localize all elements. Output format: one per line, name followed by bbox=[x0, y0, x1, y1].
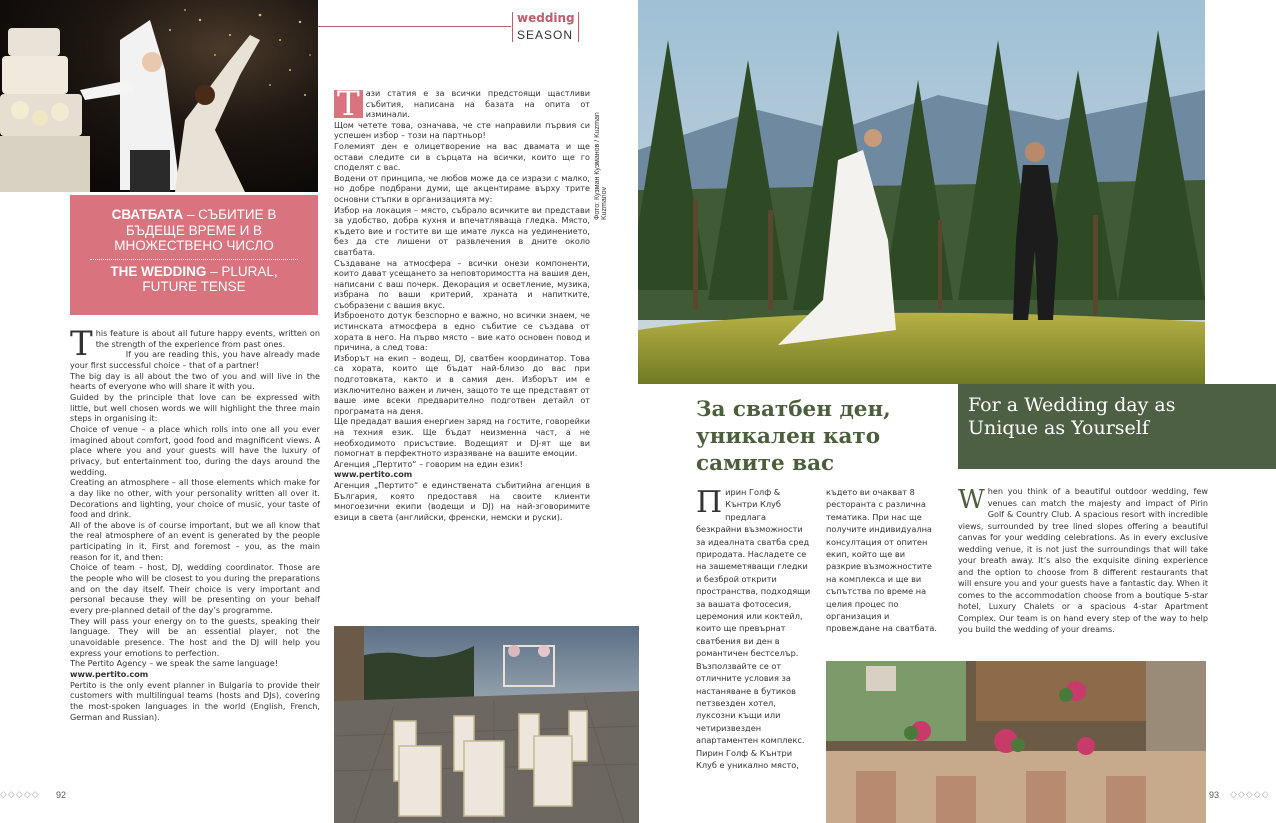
ceremony-chairs-photo bbox=[334, 626, 639, 823]
english-article-right bbox=[958, 486, 1208, 636]
bg-left-p4: Водени от принципа, че любов може да се изрази с малко, но добре подбрани думи, ще акцентираме върху трите основни стъпки в организацията му: bbox=[334, 172, 590, 204]
bulgarian-article-right-col1 bbox=[696, 486, 814, 771]
ornament-right-icon: ◇◇◇◇◇ bbox=[1230, 790, 1270, 800]
bulgarian-article-left bbox=[334, 84, 590, 522]
en-left-p1: his feature is about all future happy events, written on the strength of the experience from past ones. bbox=[95, 328, 320, 349]
en-left-p10: The Pertito Agency – we speak the same language! bbox=[70, 658, 278, 669]
bg-left-p10: Агенция „Пертито“ – говорим на един език! bbox=[334, 458, 523, 469]
en-left-p6: Creating an atmosphere – all those elements which make for a day like no other, with your personality written all over it. Decorations and lighting, your choice of music, your taste of food and drink. bbox=[70, 477, 320, 520]
bg-left-p6: Създаване на атмосфера – всички онези компоненти, които дават усещането за неповторимостта на вашия ден, написани с ваш почерк. Декорация и осветление, музика, избрана по ваши критерий, храната и напитките, съобразени с вашия вкус. bbox=[334, 257, 590, 310]
dropcap-bg-left: Т bbox=[334, 90, 363, 118]
header-divider bbox=[512, 12, 513, 42]
right-title-box bbox=[958, 384, 1276, 469]
page-number-right: 93 bbox=[1209, 790, 1220, 800]
header-divider-right bbox=[578, 12, 579, 42]
couple-night-photo bbox=[0, 0, 318, 192]
header-wedding: wedding bbox=[517, 11, 575, 25]
left-title-bg bbox=[90, 207, 298, 254]
photo-credit: Фото: Кузман Кузманов / Kuzman Kuzmanov bbox=[594, 112, 608, 220]
bg-right-col2: където ви очакват 8 ресторанта с различна тематика. При нас ще получите индивидуална консултация от опитен екип, който ще ви разкрие възможностите на комплекса и ще ви съпътства по време на целия процес по организация и провеждане на сватбата. bbox=[826, 487, 938, 634]
header-season: SEASON bbox=[517, 28, 574, 42]
dropcap-en-left: T bbox=[70, 324, 93, 364]
dropcap-bg-right: П bbox=[696, 485, 723, 520]
ornament-left-icon: ◇◇◇◇◇ bbox=[0, 790, 40, 800]
dropcap-en-right: W bbox=[958, 485, 985, 515]
bg-left-p1: ази статия е за всички предстоящи щастливи събития, написана на базата на опита от изминали. bbox=[365, 88, 590, 120]
banquet-photo bbox=[826, 661, 1206, 823]
bg-left-p9: Ще предадат вашия енергиен заряд на гостите, говорейки на техния език. Ще бъдат неизменна част, а не необходимото присъствие. Водещият и DJ-ят ще ви помогнат в перфектното изразяване на вашите емоции. bbox=[334, 416, 590, 459]
en-left-p5: Choice of venue – a place which rolls into one all you ever imagined about comfort, good food and magnificent views. A place where you and your guests will have the luxury of privacy, but entertainment too, during the days around the wedding. bbox=[70, 423, 320, 477]
left-title-en-rest: – PLURAL, FUTURE TENSE bbox=[142, 263, 278, 294]
bg-left-p5: Избор на локация – място, събрало всичките ви представи за удобство, добра кухня и впечатляваща гледка. Място, където вие и гостите ви ще имате лукса на уединението, без да сте лишени от развлечения в дните около сватбата. bbox=[334, 204, 590, 257]
en-left-p2: If you are reading this, you have already made your first successful choice – that of a partner! bbox=[70, 349, 320, 370]
en-left-p7: All of the above is of course important, but we all know that the real atmosphere of an event is generated by the people participating in it. First and foremost – you, as the main reason for it, and then: bbox=[70, 519, 320, 562]
left-title-box bbox=[70, 195, 318, 315]
en-left-p12: Pertito is the only event planner in Bulgaria to provide their customers with multilingual teams (hosts and DJs), covering the most-spoken languages in the world (English, French, German and Russian). bbox=[70, 679, 320, 722]
en-left-p4: Guided by the principle that love can be expressed with little, but well chosen words we will highlight the three main steps in organising it: bbox=[70, 391, 320, 424]
en-left-p9: They will pass your energy on to the guests, speaking their language. They will be an essential player, not the unavoidable presence. The host and the DJ will help you express your emotions to perfection. bbox=[70, 615, 320, 658]
left-title-en-strong: THE WEDDING bbox=[110, 263, 207, 279]
bg-right-col1: ирин Голф & Кънтри Клуб предлага безкрайни възможности за идеалната сватба сред природата. Насладете се на зашеметяващи гледки и безброй открити пространства, подходящи за вашата фотосесия, церемония или коктейл, които ще превърнат сватбения ви ден в романтичен бестселър. Възползвайте се от отличните условия за настаняване в бутиков петзвезден хотел, луксозни къщи или четиризвезден апартаментен комплекс. Пирин Голф & Кънтри Клуб е уникално място, bbox=[696, 487, 811, 770]
right-title-en: For a Wedding day as Unique as Yourself bbox=[968, 394, 1176, 439]
bg-left-p7: Изброеното дотук безспорно е важно, но всички знаем, че истинската атмосфера в едно събитие се създава от хората в него. На първо място – вие като основен повод и причина, а след това: bbox=[334, 310, 590, 353]
english-article-left bbox=[70, 324, 320, 722]
title-divider bbox=[90, 259, 298, 260]
left-title-bg-strong: СВАТБАТА bbox=[111, 207, 184, 222]
en-left-link[interactable]: www.pertito.com bbox=[70, 669, 149, 679]
couple-forest-photo bbox=[638, 0, 1205, 384]
bg-left-p3: Големият ден е олицетворение на вас двамата и ще остави следите си в сърцата на всички, които ще го споделят с вас. bbox=[334, 140, 590, 173]
page-number-left: 92 bbox=[56, 790, 67, 800]
en-right-text: hen you think of a beautiful outdoor wedding, few venues can match the majesty and impact of Pirin Golf & Country Club. A spacious resort with incredible views, surrounded by tree lined slopes offering a beautiful canvas for your wedding celebrations. As in every exclusive wedding venue, it is not just the surroundings that will take your breath away. It’s also the exquisite dining experience and the option to choose from 8 different restaurants that will ensure you and your guests have a fantastic day. When it comes to the accommodation choose from a boutique 5-star hotel, Luxury Chalets or a spacious 4-star Apartment Complex. Our team is on hand every step of the way to help you build the wedding of your dreams. bbox=[958, 486, 1208, 634]
bg-left-p8: Изборът на екип – водещ, DJ, сватбен координатор. Това са хората, които ще бъдат най-близо до вас при подготовката, както и в самия ден. Изборът им е изключително важен и личен, защото те ще представят от ваше име всеки предварително подготвен детайл от програмата на деня. bbox=[334, 352, 590, 416]
bulgarian-article-right-col2 bbox=[826, 486, 942, 635]
right-title-bg: За сватбен ден, уникален като самите вас bbox=[696, 397, 891, 476]
en-left-p8: Choice of team – host, DJ, wedding coordinator. Those are the people who will be closest to you during the preparations and on the day itself. Their choice is very important and personal because they will be presenting on your behalf every pre-planned detail of the day’s programme. bbox=[70, 562, 320, 616]
left-title-en bbox=[90, 264, 298, 295]
bg-left-link[interactable]: www.pertito.com bbox=[334, 469, 413, 480]
left-title-bg-rest: – СЪБИТИЕ В БЪДЕЩЕ ВРЕМЕ И В МНОЖЕСТВЕНО ЧИСЛО bbox=[114, 207, 277, 253]
bg-left-p2: Щом четете това, означава, че сте направили първия си успешен избор – този на партньор! bbox=[334, 119, 590, 141]
bg-left-p12: Агенция „Пертито“ е единствената събитийна агенция в България, която предоставя на своите клиенти многоезични екипи (водещи и DJ) на най-зговоримите езици в света (английски, френски, немски и руски). bbox=[334, 479, 590, 522]
header-rule bbox=[318, 26, 511, 27]
en-left-p3: The big day is all about the two of you and will live in the hearts of everyone who will share it with you. bbox=[70, 370, 320, 392]
